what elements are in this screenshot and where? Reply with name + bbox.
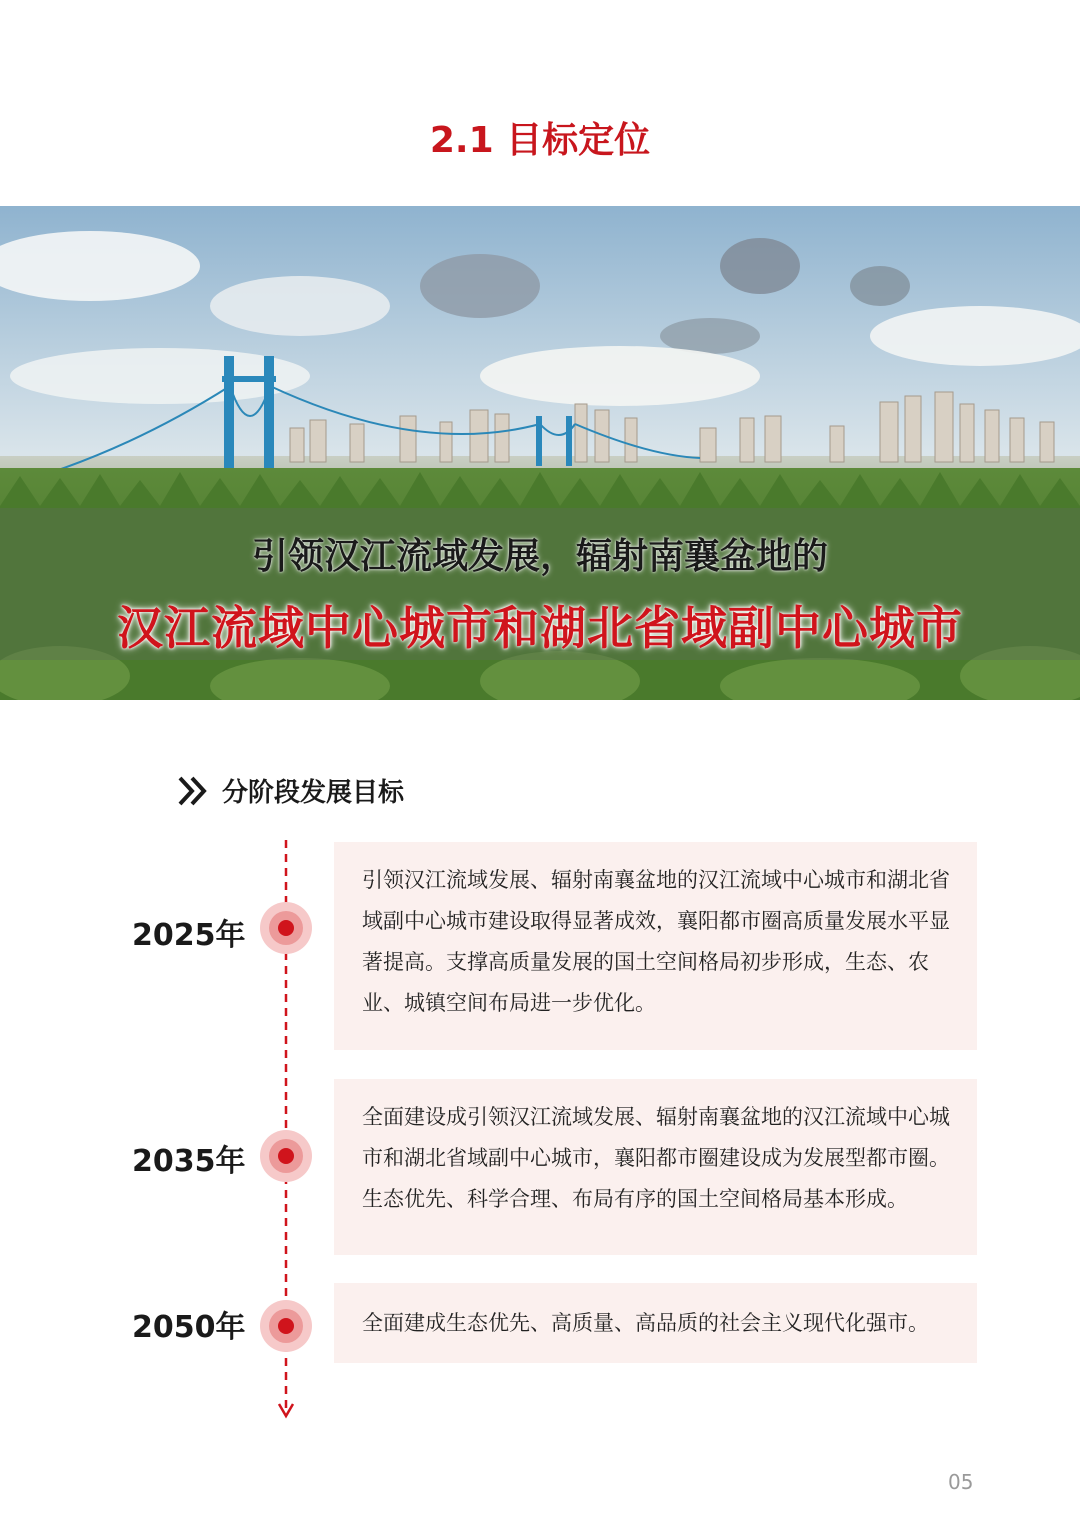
section-heading (176, 772, 404, 809)
timeline-axis (250, 838, 322, 1424)
goal-text: 引领汉江流域发展、辐射南襄盆地的汉江流域中心城市和湖北省域副中心城市建设取得显著成效，襄阳都市圈高质量发展水平显著提高。支撑高质量发展的国土空间格局初步形成，生态、农业、城镇空间布局进一步优化。 (362, 868, 950, 1015)
goal-card-2025 (334, 842, 977, 1050)
goal-card-2050 (334, 1283, 977, 1363)
timeline-marker-2025 (260, 902, 312, 954)
timeline-marker-2035 (260, 1130, 312, 1182)
page-title: 2.1 目标定位 (429, 120, 651, 161)
page-number: 05 (948, 1470, 974, 1494)
double-chevron-right-icon (176, 773, 212, 809)
goal-card-2035 (334, 1079, 977, 1255)
timeline-year: 2035年 (132, 1144, 246, 1179)
timeline-marker-2050 (260, 1300, 312, 1352)
goal-text: 全面建设成引领汉江流域发展、辐射南襄盆地的汉江流域中心城市和湖北省域副中心城市，襄阳都市圈建设成为发展型都市圈。生态优先、科学合理、布局有序的国土空间格局基本形成。 (362, 1105, 950, 1211)
section-heading-label: 分阶段发展目标 (222, 778, 405, 808)
timeline-year: 2050年 (132, 1310, 246, 1345)
banner-slogan-line1: 引领汉江流域发展，辐射南襄盆地的 (251, 536, 828, 577)
timeline-year: 2025年 (132, 918, 246, 953)
goal-text: 全面建成生态优先、高质量、高品质的社会主义现代化强市。 (362, 1311, 929, 1335)
banner-slogan-line2: 汉江流域中心城市和湖北省域副中心城市 (117, 601, 963, 655)
